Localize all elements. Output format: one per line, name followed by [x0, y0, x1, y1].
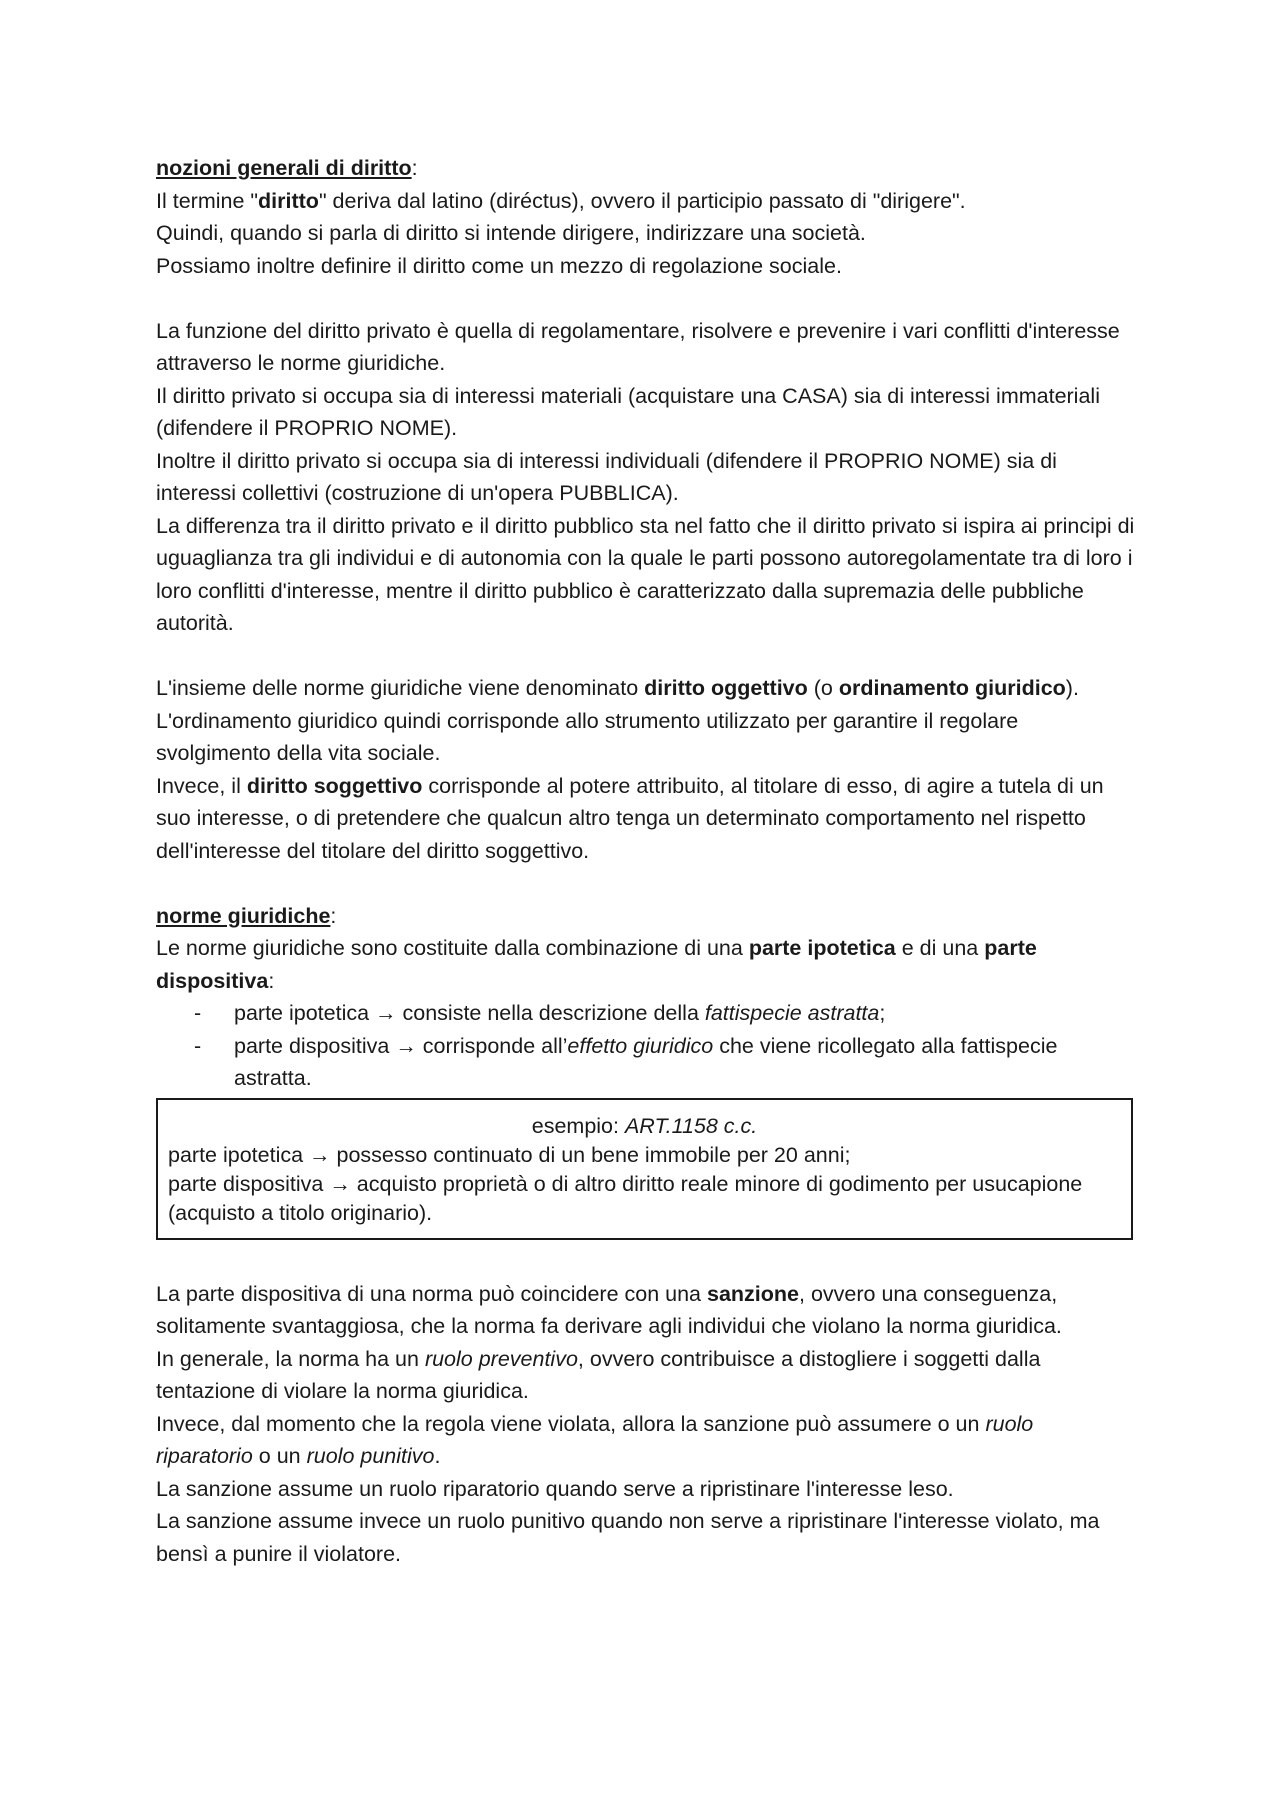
dash-list	[156, 997, 1136, 1095]
text: La parte dispositiva di una norma può coincidere con una	[156, 1281, 707, 1306]
paragraph: La funzione del diritto privato è quella di regolamentare, risolvere e prevenire i vari conflitti d'interesse attraverso le norme giuridiche.	[156, 318, 1120, 375]
list-item	[156, 1030, 1136, 1095]
italic-term: ART.1158 c.c.	[624, 1113, 758, 1138]
text: corrisponde al potere attribuito, al titolare di esso, di agire a tutela di un suo interesse, o di pretendere che qualcun altro tenga un determinato comportamento nel rispetto dell'interesse del titolare del diritto soggettivo.	[156, 773, 1104, 863]
text: ;	[879, 1001, 886, 1025]
italic-term: ruolo riparatorio	[156, 1411, 1034, 1468]
paragraph	[156, 1278, 1136, 1343]
paragraph	[156, 932, 1136, 997]
section-heading: norme giuridiche	[156, 903, 331, 928]
bold-term: diritto soggettivo	[246, 773, 423, 798]
example-line: parte ipotetica → possesso continuato di un bene immobile per 20 anni;	[168, 1142, 851, 1167]
text: Le norme giuridiche sono costituite dalla combinazione di una	[156, 936, 749, 960]
paragraph: La differenza tra il diritto privato e il diritto pubblico sta nel fatto che il diritto privato si ispira ai principi di uguaglianza tra gli individui e di autonomia con la quale le parti possono autoregolamentate tra di loro i loro conflitti d'interesse, mentre il diritto pubblico è caratterizzato dalla supremazia delle pubbliche autorità.	[156, 513, 1135, 635]
bold-term: sanzione	[707, 1281, 799, 1306]
text: Invece, dal momento che la regola viene violata, allora la sanzione può assumere o un	[156, 1411, 986, 1436]
paragraph: La sanzione assume un ruolo riparatorio quando serve a ripristinare l'interesse leso.	[156, 1476, 954, 1501]
paragraph	[156, 185, 1136, 218]
blank-line	[156, 1240, 1136, 1278]
text: parte ipotetica → consiste nella descrizione della	[234, 1001, 705, 1025]
text: esempio:	[531, 1113, 625, 1138]
paragraph: Quindi, quando si parla di diritto si intende dirigere, indirizzare una società.	[156, 221, 866, 245]
dash-bullet: -	[194, 1001, 202, 1025]
bold-term: parte ipotetica	[748, 936, 896, 960]
dash-bullet: -	[194, 1033, 202, 1058]
paragraph	[156, 770, 1136, 868]
heading-colon: :	[330, 903, 337, 928]
paragraph: La sanzione assume invece un ruolo punitivo quando non serve a ripristinare l'interesse violato, ma bensì a punire il violatore.	[156, 1509, 1100, 1566]
text: Il termine "	[156, 188, 259, 213]
section-heading-line	[156, 900, 1136, 933]
list-item	[156, 997, 1136, 1030]
italic-term: ruolo punitivo	[306, 1444, 435, 1468]
text: " deriva dal latino (diréctus), ovvero il participio passato di "dirigere".	[318, 188, 966, 213]
italic-term: effetto giuridico	[567, 1033, 714, 1058]
text: e di una	[895, 936, 985, 960]
text: In generale, la norma ha un	[156, 1346, 425, 1371]
paragraph	[156, 672, 1136, 705]
section-heading-line	[156, 152, 1136, 185]
example-box	[156, 1098, 1133, 1240]
blank-line	[156, 282, 1136, 315]
text: L'insieme delle norme giuridiche viene denominato	[156, 676, 645, 700]
text: , ovvero una conseguenza, solitamente svantaggiosa, che la norma fa derivare agli individui che violano la norma giuridica.	[156, 1281, 1062, 1338]
bold-term: diritto oggettivo	[644, 676, 808, 700]
bold-term: ordinamento giuridico	[838, 676, 1066, 700]
document-body	[156, 152, 1136, 1570]
paragraph	[156, 1408, 1136, 1473]
text: :	[268, 968, 275, 993]
italic-term: fattispecie astratta	[704, 1001, 880, 1025]
section-heading: nozioni generali di diritto	[156, 156, 412, 180]
paragraph	[156, 1343, 1136, 1408]
italic-term: ruolo preventivo	[424, 1346, 578, 1371]
text: o un	[252, 1444, 307, 1468]
blank-line	[156, 640, 1136, 673]
bold-term: diritto	[258, 188, 319, 213]
text: .	[434, 1444, 441, 1468]
paragraph: L'ordinamento giuridico quindi corrisponde allo strumento utilizzato per garantire il regolare svolgimento della vita sociale.	[156, 708, 1019, 765]
text: Invece, il	[156, 773, 247, 798]
example-title	[168, 1112, 1121, 1141]
paragraph: Possiamo inoltre definire il diritto come un mezzo di regolazione sociale.	[156, 253, 842, 278]
blank-line	[156, 867, 1136, 900]
heading-colon: :	[411, 156, 418, 180]
text: (o	[807, 676, 839, 700]
example-line: parte dispositiva → acquisto proprietà o di altro diritto reale minore di godimento per usucapione (acquisto a titolo originario).	[168, 1171, 1083, 1225]
text: che viene ricollegato alla fattispecie astratta.	[234, 1033, 1058, 1090]
text: ).	[1065, 676, 1079, 700]
bold-term: parte dispositiva	[156, 936, 1037, 993]
text: , ovvero contribuisce a distogliere i soggetti dalla tentazione di violare la norma giuridica.	[156, 1346, 1041, 1403]
paragraph: Il diritto privato si occupa sia di interessi materiali (acquistare una CASA) sia di interessi immateriali (difendere il PROPRIO NOME).	[156, 383, 1100, 440]
paragraph: Inoltre il diritto privato si occupa sia di interessi individuali (difendere il PROPRIO NOME) sia di interessi collettivi (costruzione di un'opera PUBBLICA).	[156, 448, 1057, 505]
text: parte dispositiva → corrisponde all’	[234, 1033, 568, 1058]
